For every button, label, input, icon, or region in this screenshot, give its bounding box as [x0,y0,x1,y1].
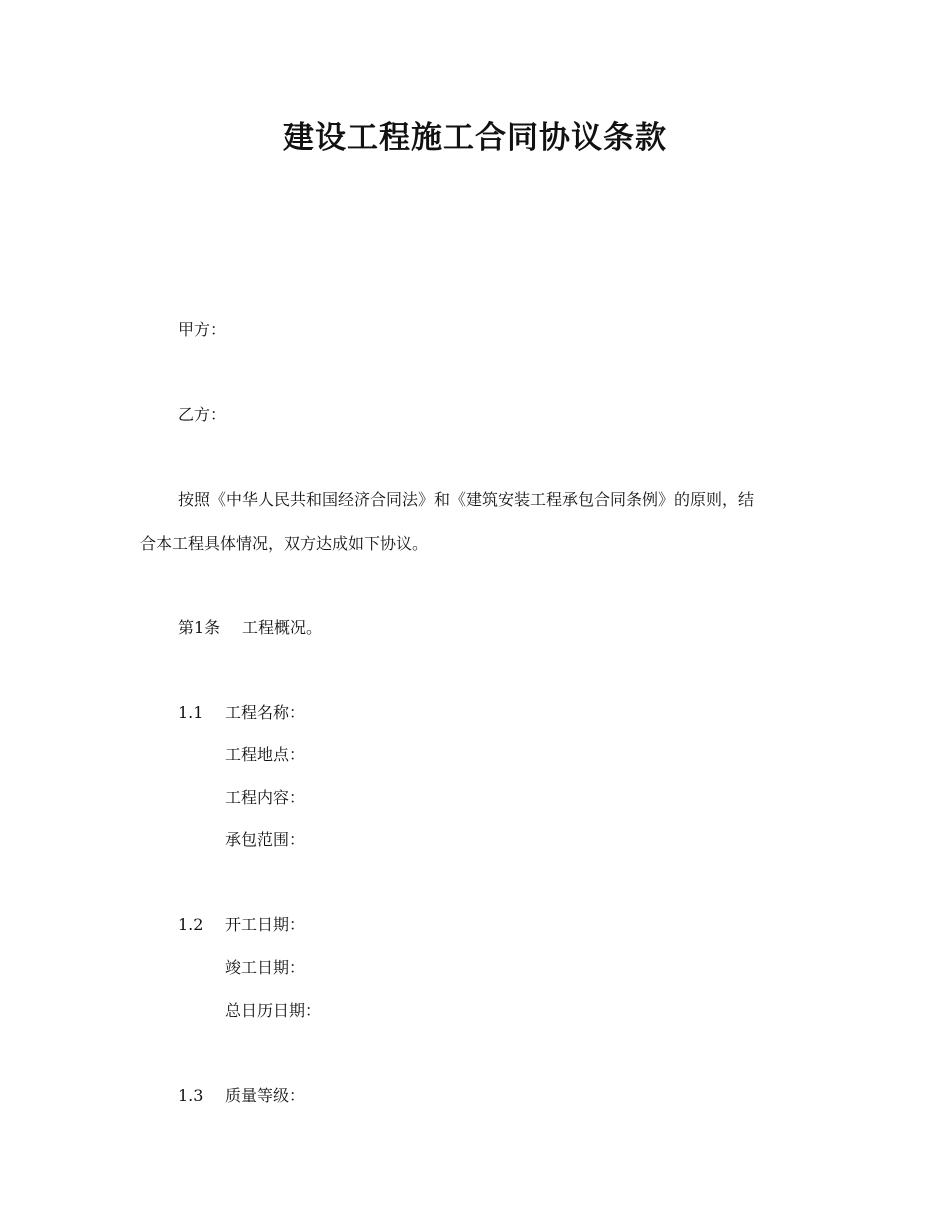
contract-scope-label: 承包范围： [225,830,306,849]
section-1-3-number: 1.3 [178,1086,204,1105]
party-b-label: 乙方： [178,405,227,424]
start-date-label: 开工日期： [225,915,306,934]
section-1-3-row [178,1086,305,1106]
article-1-title: 工程概况。 [242,618,323,637]
preamble-line-1: 按照《中华人民共和国经济合同法》和《建筑安装工程承包合同条例》的原则，结 [178,490,755,509]
section-1-2-row [178,915,305,935]
project-name-label: 工程名称： [225,703,306,722]
project-content-label: 工程内容： [225,788,306,807]
document-title: 建设工程施工合同协议条款 [283,120,667,156]
preamble-line-2: 合本工程具体情况，双方达成如下协议。 [140,534,429,553]
article-1-heading [178,618,322,638]
article-1-number: 第1条 [178,618,221,637]
quality-grade-label: 质量等级： [225,1086,306,1105]
total-calendar-days-label: 总日历日期： [225,1001,322,1020]
section-1-1-number: 1.1 [178,703,204,722]
section-1-2-number: 1.2 [178,915,204,934]
section-1-1-row [178,703,305,723]
completion-date-label: 竣工日期： [225,958,306,977]
project-location-label: 工程地点： [225,745,306,764]
party-a-label: 甲方： [178,320,227,339]
